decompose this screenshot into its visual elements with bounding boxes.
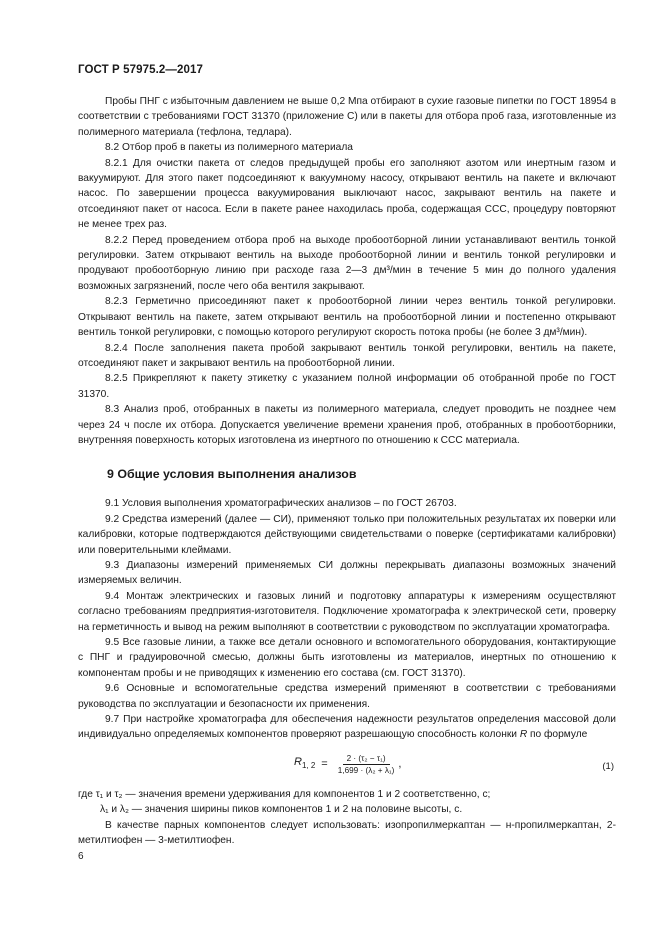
paragraph-8-2-4: 8.2.4 После заполнения пакета пробой закрывают вентиль тонкой регулировки, вентиль на пакете, отсоединяют пакет и закрывают вентиль на пробоотборной линии. bbox=[78, 342, 616, 369]
paragraph-samples-png: Пробы ПНГ с избыточным давлением не выше 0,2 Мпа отбирают в сухие газовые пипетки по ГОСТ 18954 в соответствии с требованиями ГОСТ 31370 (приложение С) или в пакеты для отбора проб газа, изготовленные из полимерного материала (тефлона, тедлара). bbox=[78, 96, 616, 138]
formula-lhs-subscript: 1, 2 bbox=[301, 761, 316, 771]
formula-denominator: 1,699 · (λ₂ + λ₁) bbox=[337, 765, 395, 775]
formula-fraction bbox=[334, 753, 402, 776]
paragraph-9-7-text: 9.7 При настройке хроматографа для обеспечения надежности результатов определения массовой доли индивидуально определяемых компонентов проверяют разрешающую способность колонки bbox=[78, 714, 616, 741]
formula-number: (1) bbox=[602, 760, 614, 772]
paragraph-8-2-1: 8.2.1 Для очистки пакета от следов предыдущей пробы его заполняют азотом или инертным газом и вакуумируют. Для этого пакет подсоединяют к вакуумному насосу, открывают вентиль на пакете и включают насос. По завершении процесса вакуумирования выключают насос, закрывают вентиль на пакете и отсоединяют пакет от насоса. Если в пакете ранее находилась проба, содержащая CCC, процедуру повторяют не менее трех раз. bbox=[78, 157, 616, 231]
paragraph-9-6: 9.6 Основные и вспомогательные средства измерений применяют в соответствии с требованиями руководства по эксплуатации и безопасности их применения. bbox=[78, 683, 616, 710]
formula-trailing-comma: , bbox=[398, 757, 402, 770]
document-body bbox=[78, 94, 616, 848]
formula-numerator: 2 · (τ₂ − τ₁) bbox=[343, 753, 390, 765]
document-header: ГОСТ Р 57975.2—2017 bbox=[78, 64, 203, 76]
paragraph-9-3: 9.3 Диапазоны измерений применяемых СИ должны перекрывать диапазоны возможных значений измеряемых величин. bbox=[78, 559, 616, 587]
paragraph-8-2-5: 8.2.5 Прикрепляют к пакету этикетку с указанием полной информации об отобранной пробе по ГОСТ 31370. bbox=[78, 373, 616, 400]
paragraph-9-7 bbox=[78, 712, 616, 743]
where-line-tau: где τ₁ и τ₂ — значения времени удерживания для компонентов 1 и 2 соответственно, с; bbox=[78, 788, 491, 800]
paragraph-8-2-2: 8.2.2 Перед проведением отбора проб на выходе пробоотборной линии устанавливают вентиль тонкой регулировки. Затем открывают вентиль на выходе пробоотборной линии и вентиль тонкой регулировки и продувают пробоотборную линию при расходе газа 2—3 дм³/мин в течение 5 мин до полного удаления возможных загрязнений, после чего оба вентиля закрывают. bbox=[78, 234, 616, 292]
section-9-heading: 9 Общие условия выполнения анализов bbox=[107, 467, 357, 482]
formula-equals: = bbox=[321, 757, 328, 770]
symbol-r: R bbox=[519, 729, 528, 741]
paragraph-9-5: 9.5 Все газовые линии, а также все детали основного и вспомогательного оборудования, контактирующие с ПНГ и градуировочной смесью, должны быть изготовлены из материалов, инертных по отношению к компонентам пробы и не приводящих к изменению его состава (см. ГОСТ 31370). bbox=[78, 637, 616, 679]
paragraph-8-2: 8.2 Отбор проб в пакеты из полимерного материала bbox=[105, 142, 353, 154]
where-line-lambda: λ₁ и λ₂ — значения ширины пиков компонентов 1 и 2 на половине высоты, с. bbox=[100, 804, 463, 816]
paragraph-9-7-tail: по формуле bbox=[527, 729, 588, 741]
paragraph-9-4: 9.4 Монтаж электрических и газовых линий и подготовку аппаратуры к измерениям осуществляют согласно требованиям предприятия-изготовителя. Подключение хроматографа к электрической сети, проверку на герметичность и вывод на режим выполняют в соответствии с руководством по эксплуатации хроматографа. bbox=[78, 590, 616, 633]
paragraph-8-3: 8.3 Анализ проб, отобранных в пакеты из полимерного материала, следует проводить не позднее чем через 24 ч после их отбора. Допускается увеличение времени хранения проб, отобранных в пробоотборники, внутренняя поверхность которых изготовлена из инертного по отношению к CCC материала. bbox=[78, 404, 616, 446]
formula-resolution bbox=[294, 753, 401, 776]
formula-lhs bbox=[294, 755, 315, 774]
paragraph-9-1: 9.1 Условия выполнения хроматографических анализов – по ГОСТ 26703. bbox=[105, 498, 457, 510]
paragraph-9-2: 9.2 Средства измерений (далее — СИ), применяют только при положительных результатах их поверки или калибровки, которые подтверждаются действующими свидетельствами о поверке (сертификатами калибровки) или поверительными клеймами. bbox=[78, 513, 616, 556]
paragraph-8-2-3: 8.2.3 Герметично присоединяют пакет к пробоотборной линии через вентиль тонкой регулировки. Открывают вентиль на пакете, затем открывают вентиль на пробоотборной линии и постепенно открывают вентиль тонкой регулировки, с помощью которого регулируют скорость потока пробы (не более 3 дм³/мин). bbox=[78, 296, 616, 339]
formula-block bbox=[78, 749, 616, 783]
page-number: 6 bbox=[78, 851, 84, 862]
formula-lhs-symbol: R bbox=[294, 756, 302, 769]
paragraph-pair-components: В качестве парных компонентов следует использовать: изопропилмеркаптан — н-пропилмеркаптан, 2-метилтиофен — 3-метилтиофен. bbox=[78, 819, 616, 847]
